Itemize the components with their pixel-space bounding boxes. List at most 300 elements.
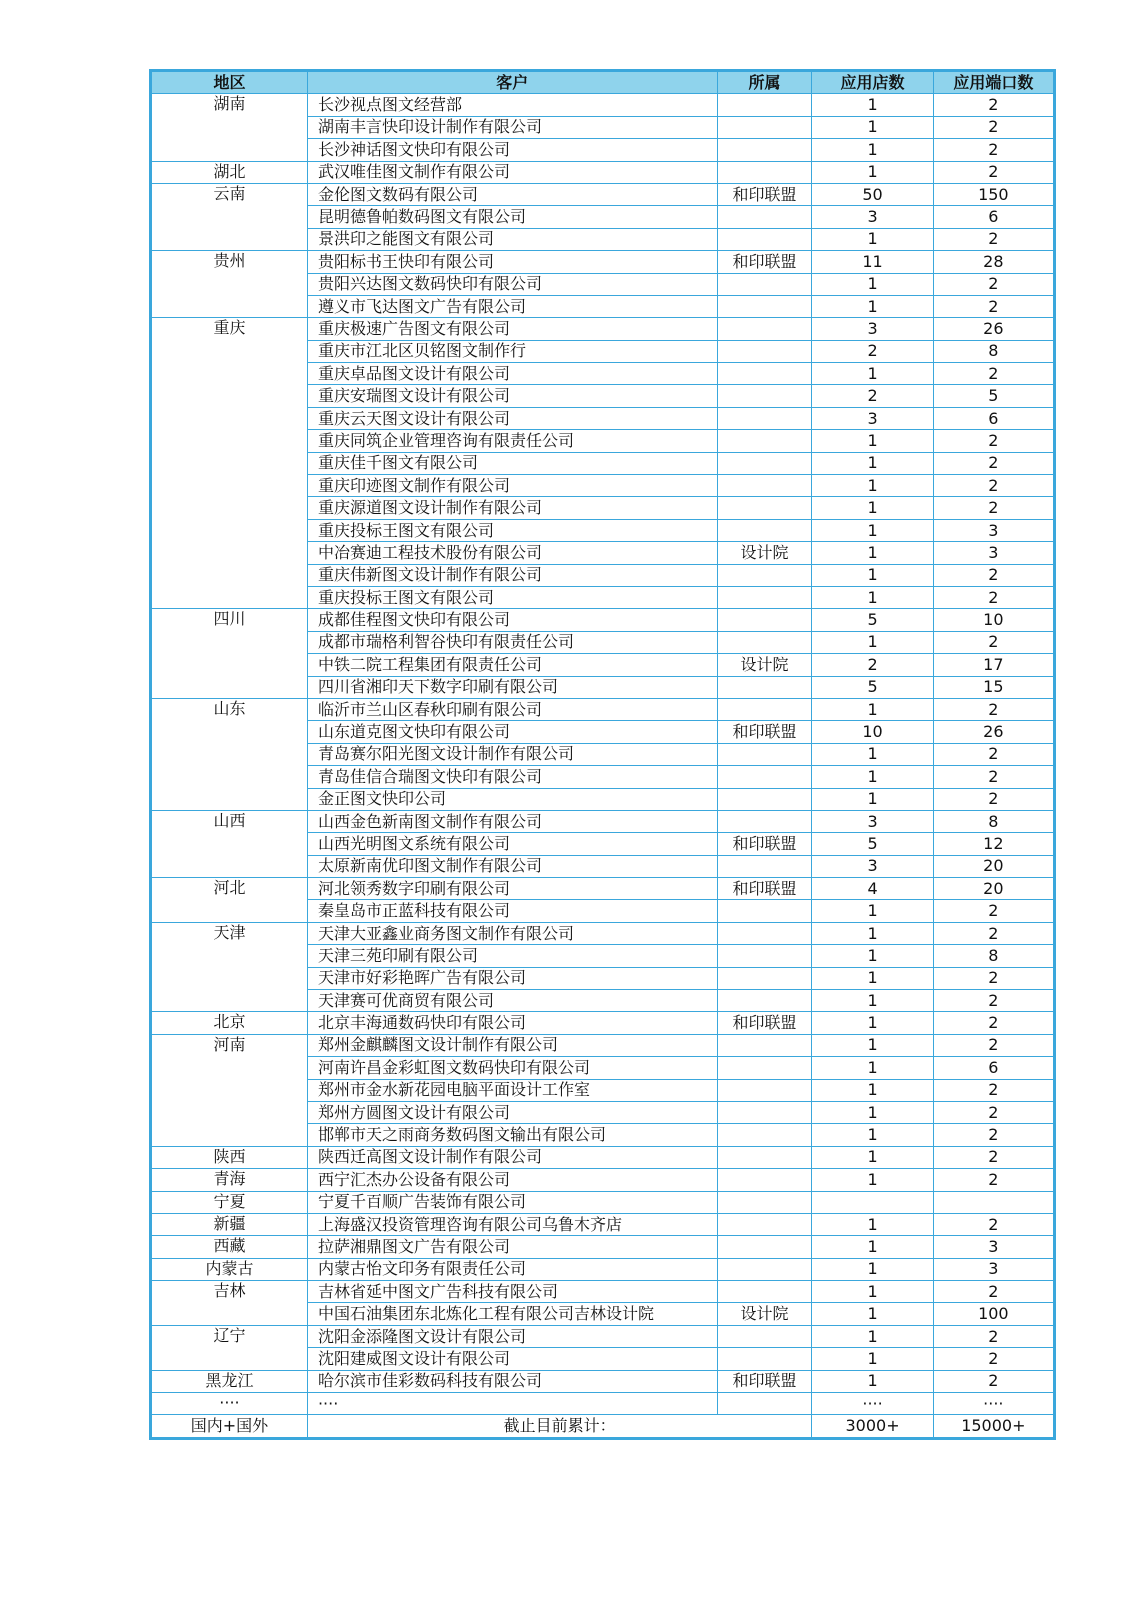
table-row <box>151 922 1055 944</box>
belong-cell <box>717 564 812 586</box>
customer-cell: 遵义市飞达图文广告有限公司 <box>307 295 717 317</box>
belong-cell <box>717 228 812 250</box>
belong-cell <box>717 519 812 541</box>
belong-cell <box>717 139 812 161</box>
ports-cell: 2 <box>933 1124 1054 1146</box>
belong-cell <box>717 1393 812 1415</box>
stores-cell: 1 <box>812 1325 933 1347</box>
belong-cell <box>717 586 812 608</box>
ports-cell: 2 <box>933 586 1054 608</box>
customer-cell: 北京丰海通数码快印有限公司 <box>307 1012 717 1034</box>
ports-cell: 8 <box>933 810 1054 832</box>
ports-cell: 100 <box>933 1303 1054 1325</box>
belong-cell <box>717 922 812 944</box>
region-cell <box>151 497 308 519</box>
customer-cell: 天津市好彩艳晖广告有限公司 <box>307 967 717 989</box>
table-row <box>151 1191 1055 1213</box>
ports-cell: 2 <box>933 116 1054 138</box>
table-row <box>151 1079 1055 1101</box>
customer-cell: 西宁汇杰办公设备有限公司 <box>307 1169 717 1191</box>
customer-cell: 内蒙古怡文印务有限责任公司 <box>307 1258 717 1280</box>
belong-cell: 设计院 <box>717 542 812 564</box>
customer-cell: 河北领秀数字印刷有限公司 <box>307 878 717 900</box>
region-cell: 山东 <box>151 698 308 720</box>
stores-cell: 1 <box>812 475 933 497</box>
table-row <box>151 161 1055 183</box>
belong-cell <box>717 340 812 362</box>
region-cell: 内蒙古 <box>151 1258 308 1280</box>
belong-cell <box>717 698 812 720</box>
customer-cell: 昆明德鲁帕数码图文有限公司 <box>307 206 717 228</box>
total-label: 截止目前累计： <box>307 1415 811 1438</box>
table-row <box>151 586 1055 608</box>
ports-cell: 3 <box>933 1258 1054 1280</box>
region-cell <box>151 385 308 407</box>
header-ports: 应用端口数 <box>933 71 1054 94</box>
belong-cell <box>717 788 812 810</box>
stores-cell: 5 <box>812 833 933 855</box>
stores-cell: 1 <box>812 922 933 944</box>
belong-cell <box>717 452 812 474</box>
region-cell: 陕西 <box>151 1146 308 1168</box>
ports-cell: 20 <box>933 855 1054 877</box>
belong-cell <box>717 1124 812 1146</box>
customer-cell: 太原新南优印图文制作有限公司 <box>307 855 717 877</box>
table-row <box>151 228 1055 250</box>
customer-cell: 拉萨湘鼎图文广告有限公司 <box>307 1236 717 1258</box>
stores-cell: 1 <box>812 228 933 250</box>
table-row <box>151 519 1055 541</box>
table-row <box>151 945 1055 967</box>
stores-cell: 4 <box>812 878 933 900</box>
customer-cell: 重庆投标王图文有限公司 <box>307 519 717 541</box>
table-row <box>151 1281 1055 1303</box>
table-row <box>151 475 1055 497</box>
stores-cell: 1 <box>812 788 933 810</box>
customer-cell: 长沙视点图文经营部 <box>307 94 717 116</box>
stores-cell: 1 <box>812 273 933 295</box>
stores-cell: 1 <box>812 1236 933 1258</box>
belong-cell <box>717 631 812 653</box>
table-row <box>151 385 1055 407</box>
ports-cell: ···· <box>933 1393 1054 1415</box>
belong-cell <box>717 497 812 519</box>
stores-cell: 1 <box>812 631 933 653</box>
customer-cell: 青岛赛尔阳光图文设计制作有限公司 <box>307 743 717 765</box>
customer-cell: 秦皇岛市正蓝科技有限公司 <box>307 900 717 922</box>
header-region: 地区 <box>151 71 308 94</box>
region-cell <box>151 721 308 743</box>
belong-cell <box>717 855 812 877</box>
stores-cell: 1 <box>812 519 933 541</box>
belong-cell: 和印联盟 <box>717 1370 812 1392</box>
region-cell: 青海 <box>151 1169 308 1191</box>
belong-cell: 设计院 <box>717 1303 812 1325</box>
table-row <box>151 721 1055 743</box>
region-cell <box>151 452 308 474</box>
total-ports: 15000+ <box>933 1415 1054 1438</box>
table-row <box>151 990 1055 1012</box>
customer-cell: 郑州市金水新花园电脑平面设计工作室 <box>307 1079 717 1101</box>
belong-cell <box>717 273 812 295</box>
belong-cell <box>717 810 812 832</box>
ports-cell: 2 <box>933 273 1054 295</box>
stores-cell: 1 <box>812 743 933 765</box>
ports-cell <box>933 1191 1054 1213</box>
header-stores: 应用店数 <box>812 71 933 94</box>
table-row <box>151 766 1055 788</box>
stores-cell: 1 <box>812 564 933 586</box>
ports-cell: 15 <box>933 676 1054 698</box>
table-row <box>151 1303 1055 1325</box>
stores-cell <box>812 1191 933 1213</box>
stores-cell: 1 <box>812 452 933 474</box>
customer-cell: 中铁二院工程集团有限责任公司 <box>307 654 717 676</box>
customer-cell: 天津赛可优商贸有限公司 <box>307 990 717 1012</box>
ports-cell: 3 <box>933 519 1054 541</box>
ports-cell: 2 <box>933 1079 1054 1101</box>
belong-cell <box>717 1034 812 1056</box>
ports-cell: 2 <box>933 475 1054 497</box>
stores-cell: 3 <box>812 206 933 228</box>
customer-cell: 中国石油集团东北炼化工程有限公司吉林设计院 <box>307 1303 717 1325</box>
customer-cell: 成都佳程图文快印有限公司 <box>307 609 717 631</box>
belong-cell: 和印联盟 <box>717 251 812 273</box>
customer-cell: 四川省湘印天下数字印刷有限公司 <box>307 676 717 698</box>
region-cell: 西藏 <box>151 1236 308 1258</box>
table-row <box>151 631 1055 653</box>
customer-cell: 重庆印迹图文制作有限公司 <box>307 475 717 497</box>
table-row <box>151 1370 1055 1392</box>
region-cell <box>151 340 308 362</box>
ports-cell: 2 <box>933 1325 1054 1347</box>
region-cell <box>151 654 308 676</box>
belong-cell: 和印联盟 <box>717 1012 812 1034</box>
stores-cell: 3 <box>812 318 933 340</box>
belong-cell <box>717 766 812 788</box>
customer-cell: 重庆伟新图文设计制作有限公司 <box>307 564 717 586</box>
table-row <box>151 609 1055 631</box>
stores-cell: 1 <box>812 1370 933 1392</box>
region-cell: 湖南 <box>151 94 308 116</box>
ports-cell: 2 <box>933 990 1054 1012</box>
region-cell <box>151 206 308 228</box>
table-row <box>151 1034 1055 1056</box>
ports-cell: 28 <box>933 251 1054 273</box>
belong-cell <box>717 945 812 967</box>
region-cell <box>151 519 308 541</box>
belong-cell <box>717 743 812 765</box>
ports-cell: 2 <box>933 1169 1054 1191</box>
belong-cell <box>717 990 812 1012</box>
table-row <box>151 318 1055 340</box>
belong-cell <box>717 1057 812 1079</box>
region-cell <box>151 743 308 765</box>
ports-cell: 2 <box>933 139 1054 161</box>
customer-cell: 金正图文快印公司 <box>307 788 717 810</box>
table-row <box>151 94 1055 116</box>
stores-cell: 5 <box>812 676 933 698</box>
customer-cell: 重庆安瑞图文设计有限公司 <box>307 385 717 407</box>
ports-cell: 2 <box>933 766 1054 788</box>
table-row <box>151 1057 1055 1079</box>
ports-cell: 2 <box>933 161 1054 183</box>
ports-cell: 3 <box>933 1236 1054 1258</box>
table-row <box>151 497 1055 519</box>
stores-cell: 1 <box>812 1012 933 1034</box>
customer-cell: 邯郸市天之雨商务数码图文输出有限公司 <box>307 1124 717 1146</box>
region-cell <box>151 1124 308 1146</box>
customer-cell: 河南许昌金彩虹图文数码快印有限公司 <box>307 1057 717 1079</box>
stores-cell: 1 <box>812 161 933 183</box>
table-row <box>151 1012 1055 1034</box>
table-row <box>151 452 1055 474</box>
customer-cell: 重庆佳千图文有限公司 <box>307 452 717 474</box>
customer-cell: 湖南丰言快印设计制作有限公司 <box>307 116 717 138</box>
stores-cell: 1 <box>812 1124 933 1146</box>
table-row <box>151 139 1055 161</box>
customer-cell: 郑州方圆图文设计有限公司 <box>307 1101 717 1123</box>
region-cell <box>151 139 308 161</box>
total-region: 国内+国外 <box>151 1415 308 1438</box>
table-row <box>151 967 1055 989</box>
table-row <box>151 206 1055 228</box>
customer-cell: 哈尔滨市佳彩数码科技有限公司 <box>307 1370 717 1392</box>
stores-cell: 1 <box>812 497 933 519</box>
belong-cell <box>717 900 812 922</box>
table-row <box>151 1169 1055 1191</box>
stores-cell: 3 <box>812 855 933 877</box>
region-cell <box>151 676 308 698</box>
region-cell: 湖北 <box>151 161 308 183</box>
belong-cell <box>717 1169 812 1191</box>
stores-cell: 10 <box>812 721 933 743</box>
ports-cell: 2 <box>933 228 1054 250</box>
customer-cell: 金伦图文数码有限公司 <box>307 183 717 205</box>
belong-cell <box>717 1258 812 1280</box>
customer-table <box>149 69 1056 1440</box>
region-cell <box>151 430 308 452</box>
customer-cell: 沈阳金添隆图文设计有限公司 <box>307 1325 717 1347</box>
region-cell: 云南 <box>151 183 308 205</box>
region-cell: ···· <box>151 1393 308 1415</box>
table-row <box>151 116 1055 138</box>
customer-cell: 山东道克图文快印有限公司 <box>307 721 717 743</box>
stores-cell: 1 <box>812 1034 933 1056</box>
ports-cell: 26 <box>933 318 1054 340</box>
region-cell: 贵州 <box>151 251 308 273</box>
belong-cell <box>717 295 812 317</box>
table-row <box>151 1258 1055 1280</box>
belong-cell <box>717 967 812 989</box>
ports-cell: 2 <box>933 922 1054 944</box>
region-cell <box>151 1079 308 1101</box>
table-row <box>151 1213 1055 1235</box>
stores-cell: 1 <box>812 1258 933 1280</box>
stores-cell: 1 <box>812 1057 933 1079</box>
customer-cell: 天津三苑印刷有限公司 <box>307 945 717 967</box>
ports-cell: 2 <box>933 363 1054 385</box>
region-cell <box>151 967 308 989</box>
region-cell <box>151 228 308 250</box>
table-row <box>151 183 1055 205</box>
stores-cell: 1 <box>812 1101 933 1123</box>
region-cell <box>151 542 308 564</box>
ports-cell: 2 <box>933 1370 1054 1392</box>
ports-cell: 6 <box>933 206 1054 228</box>
ports-cell: 2 <box>933 900 1054 922</box>
customer-cell: 贵阳兴达图文数码快印有限公司 <box>307 273 717 295</box>
ports-cell: 2 <box>933 743 1054 765</box>
ports-cell: 26 <box>933 721 1054 743</box>
stores-cell: 50 <box>812 183 933 205</box>
stores-cell: 1 <box>812 94 933 116</box>
ports-cell: 2 <box>933 1012 1054 1034</box>
belong-cell <box>717 161 812 183</box>
stores-cell: 1 <box>812 1146 933 1168</box>
belong-cell <box>717 116 812 138</box>
region-cell <box>151 631 308 653</box>
ports-cell: 2 <box>933 497 1054 519</box>
region-cell: 宁夏 <box>151 1191 308 1213</box>
region-cell <box>151 900 308 922</box>
stores-cell: 1 <box>812 990 933 1012</box>
belong-cell: 和印联盟 <box>717 878 812 900</box>
ports-cell: 2 <box>933 1348 1054 1370</box>
stores-cell: 1 <box>812 1213 933 1235</box>
belong-cell <box>717 676 812 698</box>
belong-cell <box>717 1213 812 1235</box>
ports-cell: 12 <box>933 833 1054 855</box>
ports-cell: 8 <box>933 945 1054 967</box>
belong-cell <box>717 318 812 340</box>
ports-cell: 2 <box>933 430 1054 452</box>
belong-cell <box>717 1325 812 1347</box>
header-customer: 客户 <box>307 71 717 94</box>
ports-cell: 17 <box>933 654 1054 676</box>
total-stores: 3000+ <box>812 1415 933 1438</box>
region-cell <box>151 475 308 497</box>
region-cell <box>151 586 308 608</box>
ports-cell: 2 <box>933 1146 1054 1168</box>
stores-cell: 2 <box>812 340 933 362</box>
stores-cell: 1 <box>812 1348 933 1370</box>
table-row <box>151 1393 1055 1415</box>
customer-cell: 长沙神话图文快印有限公司 <box>307 139 717 161</box>
belong-cell: 和印联盟 <box>717 833 812 855</box>
belong-cell <box>717 430 812 452</box>
ports-cell: 2 <box>933 788 1054 810</box>
customer-cell: 中冶赛迪工程技术股份有限公司 <box>307 542 717 564</box>
table-row <box>151 407 1055 429</box>
ports-cell: 3 <box>933 542 1054 564</box>
belong-cell <box>717 1348 812 1370</box>
region-cell: 河北 <box>151 878 308 900</box>
region-cell <box>151 363 308 385</box>
belong-cell <box>717 407 812 429</box>
belong-cell: 和印联盟 <box>717 721 812 743</box>
stores-cell: 2 <box>812 654 933 676</box>
region-cell <box>151 990 308 1012</box>
table-body <box>151 94 1055 1415</box>
region-cell <box>151 833 308 855</box>
region-cell: 北京 <box>151 1012 308 1034</box>
stores-cell: 1 <box>812 430 933 452</box>
table-row <box>151 1236 1055 1258</box>
customer-cell: 重庆云天图文设计有限公司 <box>307 407 717 429</box>
customer-cell: 青岛佳信合瑞图文快印有限公司 <box>307 766 717 788</box>
belong-cell <box>717 363 812 385</box>
stores-cell: 1 <box>812 139 933 161</box>
customer-cell: 重庆卓品图文设计有限公司 <box>307 363 717 385</box>
table-row <box>151 810 1055 832</box>
stores-cell: 1 <box>812 1079 933 1101</box>
stores-cell: 1 <box>812 116 933 138</box>
belong-cell <box>717 1281 812 1303</box>
belong-cell <box>717 385 812 407</box>
region-cell: 新疆 <box>151 1213 308 1235</box>
table-row <box>151 788 1055 810</box>
table-row <box>151 295 1055 317</box>
region-cell <box>151 1057 308 1079</box>
region-cell <box>151 766 308 788</box>
region-cell <box>151 273 308 295</box>
ports-cell: 10 <box>933 609 1054 631</box>
table-row <box>151 654 1055 676</box>
belong-cell <box>717 1079 812 1101</box>
belong-cell <box>717 475 812 497</box>
belong-cell <box>717 206 812 228</box>
table-row <box>151 1146 1055 1168</box>
region-cell <box>151 788 308 810</box>
customer-cell: 山西光明图文系统有限公司 <box>307 833 717 855</box>
customer-cell: 重庆极速广告图文有限公司 <box>307 318 717 340</box>
ports-cell: 8 <box>933 340 1054 362</box>
table-row <box>151 542 1055 564</box>
header-row <box>151 71 1055 94</box>
stores-cell: 1 <box>812 295 933 317</box>
ports-cell: 2 <box>933 564 1054 586</box>
ports-cell: 2 <box>933 698 1054 720</box>
table-row <box>151 430 1055 452</box>
belong-cell <box>717 609 812 631</box>
belong-cell <box>717 1236 812 1258</box>
region-cell: 天津 <box>151 922 308 944</box>
belong-cell <box>717 94 812 116</box>
table-row <box>151 564 1055 586</box>
header-belong: 所属 <box>717 71 812 94</box>
belong-cell: 设计院 <box>717 654 812 676</box>
customer-cell: 成都市瑞格利智谷快印有限责任公司 <box>307 631 717 653</box>
customer-cell: 吉林省延中图文广告科技有限公司 <box>307 1281 717 1303</box>
customer-cell: 郑州金麒麟图文设计制作有限公司 <box>307 1034 717 1056</box>
customer-cell: 沈阳建威图文设计有限公司 <box>307 1348 717 1370</box>
table-row <box>151 833 1055 855</box>
stores-cell: ···· <box>812 1393 933 1415</box>
ports-cell: 2 <box>933 631 1054 653</box>
table-row <box>151 855 1055 877</box>
region-cell: 吉林 <box>151 1281 308 1303</box>
stores-cell: 1 <box>812 698 933 720</box>
ports-cell: 5 <box>933 385 1054 407</box>
customer-cell: 宁夏千百顺广告装饰有限公司 <box>307 1191 717 1213</box>
table-row <box>151 878 1055 900</box>
stores-cell: 1 <box>812 1169 933 1191</box>
belong-cell <box>717 1146 812 1168</box>
table-row <box>151 1124 1055 1146</box>
table-row <box>151 273 1055 295</box>
region-cell <box>151 945 308 967</box>
